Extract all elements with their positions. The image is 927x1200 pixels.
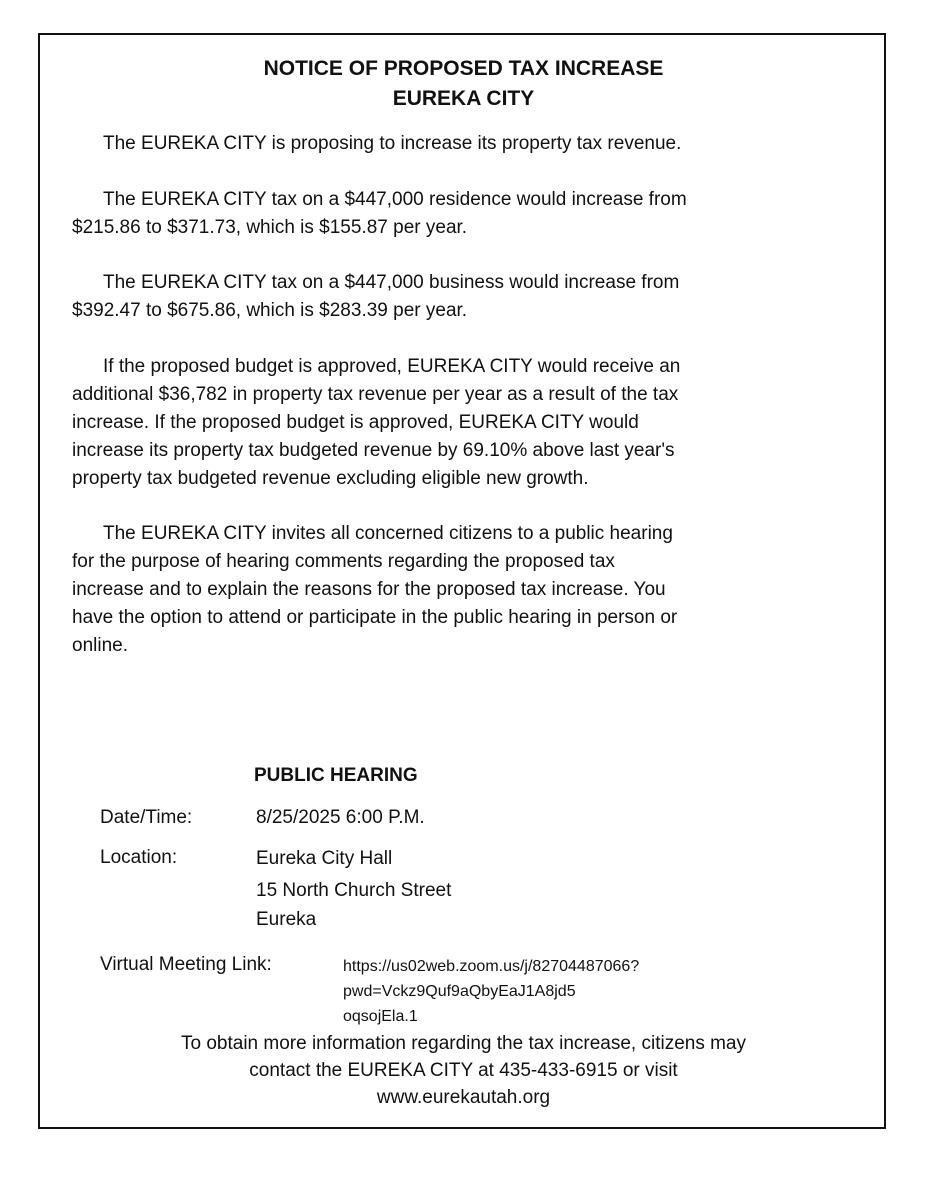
website-link[interactable]: www.eurekautah.org xyxy=(376,1087,551,1108)
location-street: 15 North Church Street xyxy=(256,880,452,901)
contact-footer: To obtain more information regarding the tax increase, citizens may contact the EUREKA CITY at 435-433-6915 or visit www.eurekautah.org xyxy=(0,1030,927,1111)
public-hearing-heading: PUBLIC HEARING xyxy=(254,765,418,786)
virtual-meeting-link[interactable]: https://us02web.zoom.us/j/82704487066?pwd=Vckz9Quf9aQbyEaJ1A8jd5 oqsojEla.1 xyxy=(343,958,640,1025)
notice-subtitle: EUREKA CITY xyxy=(392,87,535,110)
paragraph-residence: The EUREKA CITY tax on a $447,000 residence would increase from $215.86 to $371.73, which is $155.87 per year. xyxy=(72,189,687,238)
date-time-label: Date/Time: xyxy=(100,807,193,828)
paragraph-intro: The EUREKA CITY is proposing to increase its property tax revenue. xyxy=(103,133,682,154)
location-label: Location: xyxy=(100,847,178,868)
notice-title: NOTICE OF PROPOSED TAX INCREASE xyxy=(263,57,664,80)
paragraph-budget: If the proposed budget is approved, EUREKA CITY would receive an additional $36,782 in property tax revenue per year as a result of the tax increase. If the proposed budget is approved, EUREKA CITY would increase its property tax budgeted revenue by 69.10% above last year's property tax budgeted revenue excluding eligible new growth. xyxy=(72,356,681,489)
location-name: Eureka City Hall xyxy=(256,848,393,869)
location-city: Eureka xyxy=(256,909,317,930)
virtual-meeting-label: Virtual Meeting Link: xyxy=(100,954,272,975)
date-time-value: 8/25/2025 6:00 P.M. xyxy=(256,807,425,828)
paragraph-invitation: The EUREKA CITY invites all concerned citizens to a public hearing for the purpose of hearing comments regarding the proposed tax increase and to explain the reasons for the proposed tax increase. You have the option to attend or participate in the public hearing in person or online. xyxy=(72,523,678,656)
paragraph-business: The EUREKA CITY tax on a $447,000 business would increase from $392.47 to $675.86, which is $283.39 per year. xyxy=(72,272,680,321)
